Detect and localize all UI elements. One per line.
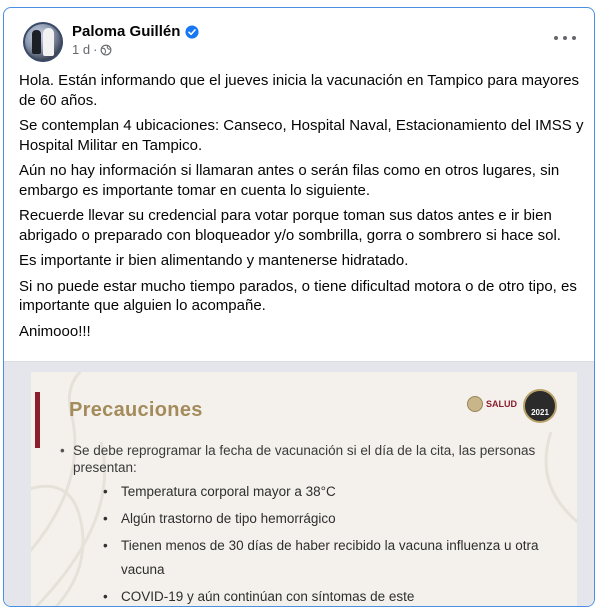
author-name[interactable]: Paloma Guillén bbox=[72, 23, 181, 40]
more-dot bbox=[572, 36, 576, 40]
verified-badge-icon bbox=[185, 25, 199, 39]
seal-text: 2021 bbox=[531, 408, 549, 417]
slide-intro bbox=[60, 442, 543, 476]
post-card bbox=[3, 7, 595, 607]
post-paragraph: Recuerde llevar su credencial para votar porque toman sus datos antes e ir bien abrigado o preparado con bloqueador y/o sombrilla, gorra o sombrero si hace sol. bbox=[19, 207, 561, 244]
list-item: • Temperatura corporal mayor a 38°C bbox=[103, 480, 543, 504]
more-dot bbox=[563, 36, 567, 40]
precautions-slide bbox=[31, 372, 577, 607]
post-timestamp[interactable]: 1 d bbox=[72, 42, 91, 57]
globe-icon[interactable] bbox=[100, 44, 112, 56]
slide-bullet-list bbox=[103, 480, 543, 607]
post-body bbox=[19, 71, 584, 347]
slide-accent-bar bbox=[35, 392, 40, 448]
post-paragraph: Se contemplan 4 ubicaciones: Canseco, Hospital Naval, Estacionamiento del IMSS y Hospital Militar en Tampico. bbox=[19, 117, 584, 154]
post-paragraph: Es importante ir bien alimentando y mantenerse hidratado. bbox=[19, 252, 409, 269]
post-image[interactable] bbox=[4, 361, 594, 607]
author-avatar[interactable] bbox=[23, 22, 63, 62]
year-seal bbox=[523, 389, 557, 423]
slide-intro-text: Se debe reprogramar la fecha de vacunación si el día de la cita, las personas presentan: bbox=[73, 443, 536, 475]
meta-separator: · bbox=[93, 42, 98, 57]
more-options-icon[interactable] bbox=[554, 30, 576, 46]
post-paragraph: Animooo!!! bbox=[19, 322, 91, 340]
list-item: • Tienen menos de 30 días de haber recibido la vacuna influenza u otra vacuna bbox=[103, 534, 543, 582]
more-dot bbox=[554, 36, 558, 40]
list-item: • Algún trastorno de tipo hemorrágico bbox=[103, 507, 543, 531]
author-row bbox=[72, 23, 199, 40]
list-item: • COVID-19 y aún continúan con síntomas de este bbox=[103, 585, 543, 607]
post-paragraph: Si no puede estar mucho tiempo parados, o tiene dificultad motora o de otro tipo, es importante que alguien lo acompañe. bbox=[19, 277, 577, 314]
bullet-dot: • bbox=[60, 443, 65, 458]
salud-logo bbox=[467, 396, 517, 412]
avatar-ring bbox=[23, 22, 63, 62]
post-meta bbox=[72, 42, 112, 57]
salud-logo-text: SALUD bbox=[486, 399, 517, 409]
slide-title: Precauciones bbox=[69, 399, 203, 421]
eagle-seal-icon bbox=[467, 396, 483, 412]
post-paragraph: Aún no hay información si llamaran antes o serán filas como en otros lugares, sin embargo es importante tomar en cuenta lo siguiente. bbox=[19, 162, 560, 199]
post-paragraph: Hola. Están informando que el jueves inicia la vacunación en Tampico para mayores de 60 años. bbox=[19, 72, 580, 109]
